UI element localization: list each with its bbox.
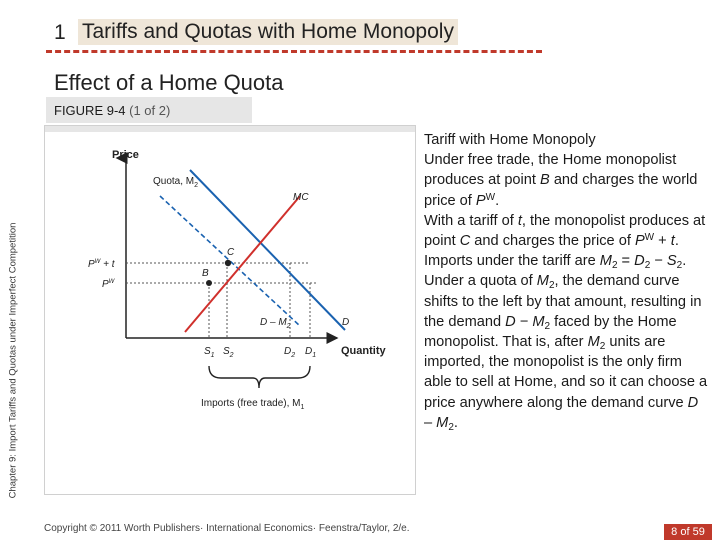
point-c-marker [225,260,231,266]
quantity-label-d2: $D_2$ [284,346,296,359]
point-b-marker [206,280,212,286]
slide-subtitle: Effect of a Home Quota [54,70,284,95]
quantity-label-s2: $S_2$ [223,346,234,359]
explanation-heading: Tariff with Home Monopoly [424,132,596,148]
explanation-paragraph-2: With a tariff of t, the monopolist produces at point C and charges the price of $P^W + t$. [424,212,706,250]
demand-curve-d [190,170,345,330]
imports-brace-label: Imports (free trade), $M_1$ [201,398,305,411]
curve-label-d: D [342,317,350,328]
figure-panel-band [45,126,415,132]
page-number: 8 of 59 [671,526,705,538]
curve-label-quota: Quota, $M_2$ [153,176,199,189]
figure-label [46,97,252,123]
page-number-badge [664,524,712,540]
slide-title: Tariffs and Quotas with Home Monopoly [78,19,458,45]
quota-diagram [45,126,415,494]
figure-part: (1 of 2) [129,103,171,118]
curve-label-mc: MC [293,192,309,203]
copyright-footer: Copyright © 2011 Worth Publishers· International Economics· Feenstra/Taylor, 2/e. [44,523,410,534]
mc-curve [185,196,300,332]
explanation-text [424,130,710,433]
y-axis-label: Price [112,149,139,161]
curve-label-d-minus-m2: D – $M_2$ [260,317,291,330]
explanation-paragraph-3: Imports under the tariff are $M_2 = D_2 - S_2$. [424,253,687,272]
figure-number: FIGURE 9-4 [54,103,126,118]
price-label-pw: $P^W$ [102,279,115,290]
quantity-label-s1: $S_1$ [204,346,215,359]
price-label-pw-t: $P^W + t$ [88,259,115,270]
imports-brace [209,366,310,388]
explanation-paragraph-1: Under free trade, the Home monopolist produces at point B and charges the world price of $P^W$. [424,152,698,209]
point-b-label: B [202,268,209,279]
slide-title-bar [46,18,542,53]
figure-panel [44,125,416,495]
explanation-paragraph-4: Under a quota of $M_2$, the demand curve shifts to the left by that amount, resulting in the demand $D - M_2$ faced by the Home monopolist. That is, after $M_2$ units are imported, the monopolist is the only firm able to sell at Home, and so it can choose a price anywhere along the demand curve D – $M_2$. [424,273,708,433]
quantity-label-d1: $D_1$ [305,346,317,359]
point-c-label: C [227,247,235,258]
chapter-side-label: Chapter 9: Import Tariffs and Quotas under Imperfect Competition [7,222,19,499]
section-number: 1 [54,21,66,44]
x-axis-label: Quantity [341,345,386,357]
